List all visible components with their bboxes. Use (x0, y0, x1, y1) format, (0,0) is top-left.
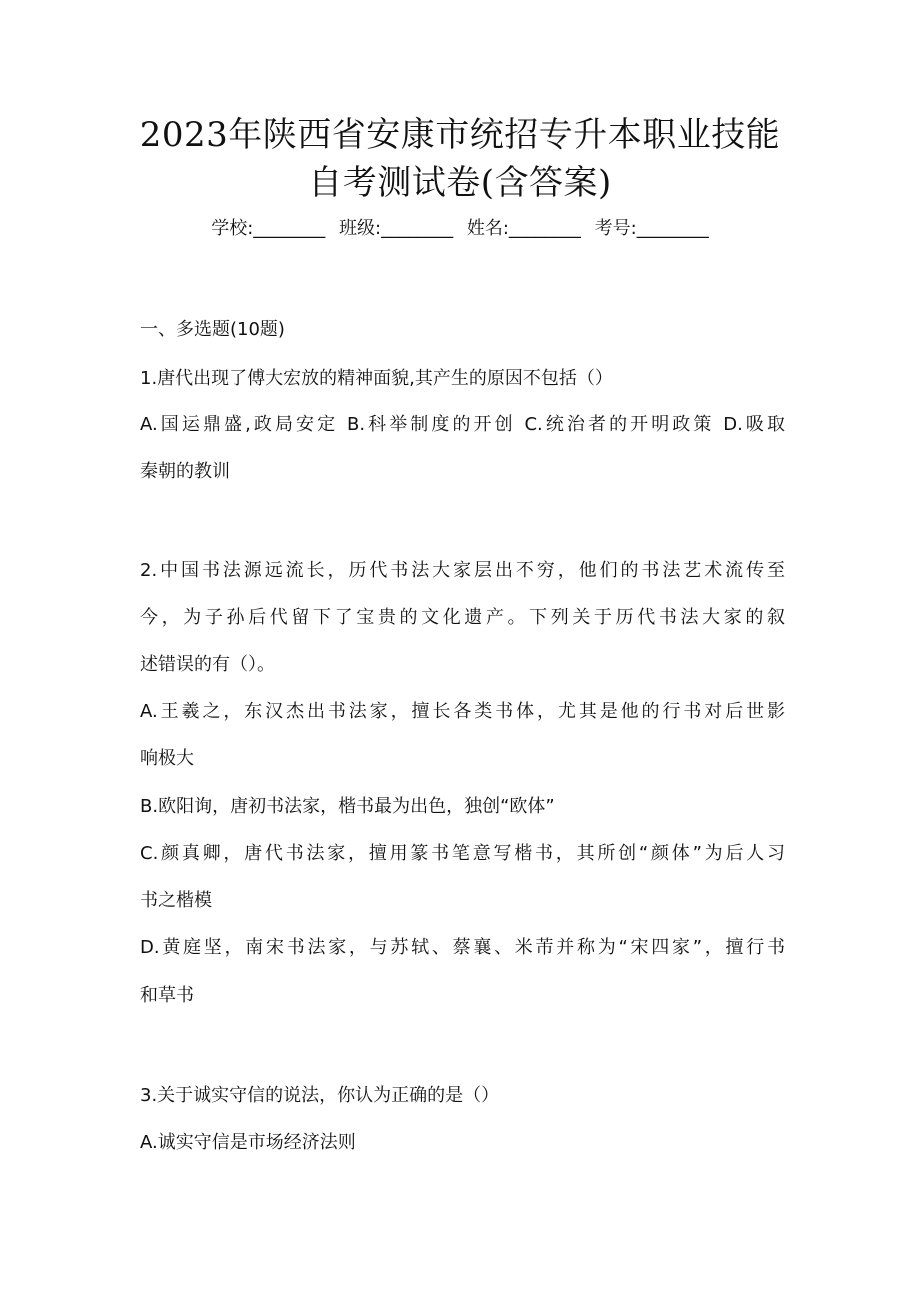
exam-number-field: 考号:________ (594, 218, 709, 239)
student-info-fields (0, 216, 920, 242)
question-stem-line: 1.唐代出现了傅大宏放的精神面貌,其产生的原因不包括（） (140, 368, 613, 389)
question-option-line: B.欧阳询，唐初书法家，楷书最为出色，独创“欧体” (140, 796, 555, 817)
question-option-line: C.颜真卿，唐代书法家，擅用篆书笔意写楷书，其所创“颜体”为后人习 (140, 843, 785, 864)
section-heading: 一、多选题(10题) (140, 319, 285, 340)
question-stem-line: 2.中国书法源远流长，历代书法大家层出不穷，他们的书法艺术流传至 (140, 560, 785, 581)
question-stem-line: 今，为子孙后代留下了宝贵的文化遗产。下列关于历代书法大家的叙 (140, 607, 785, 628)
exam-title-line-2: 自考测试卷(含答案) (308, 163, 612, 203)
question-option-line: 书之楷模 (140, 890, 212, 911)
question-stem-line: 3.关于诚实守信的说法，你认为正确的是（） (140, 1085, 500, 1106)
question-option-line: A.诚实守信是市场经济法则 (140, 1132, 356, 1153)
question-option-line: 秦朝的教训 (140, 461, 230, 482)
class-field: 班级:________ (339, 218, 454, 239)
question-option-line: 和草书 (140, 985, 194, 1006)
question-option-line: 响极大 (140, 748, 194, 769)
question-option-line: A.王羲之，东汉杰出书法家，擅长各类书体，尤其是他的行书对后世影 (140, 701, 785, 722)
name-field: 姓名:________ (466, 218, 581, 239)
question-stem-line: 述错误的有（）。 (140, 654, 275, 675)
exam-title-line-1: 2023年陕西省安康市统招专升本职业技能 (139, 115, 781, 155)
school-field: 学校:________ (211, 218, 326, 239)
question-option-line: A.国运鼎盛,政局安定 B.科举制度的开创 C.统治者的开明政策 D.吸取 (140, 414, 785, 435)
question-option-line: D.黄庭坚，南宋书法家，与苏轼、蔡襄、米芾并称为“宋四家”，擅行书 (140, 937, 785, 958)
